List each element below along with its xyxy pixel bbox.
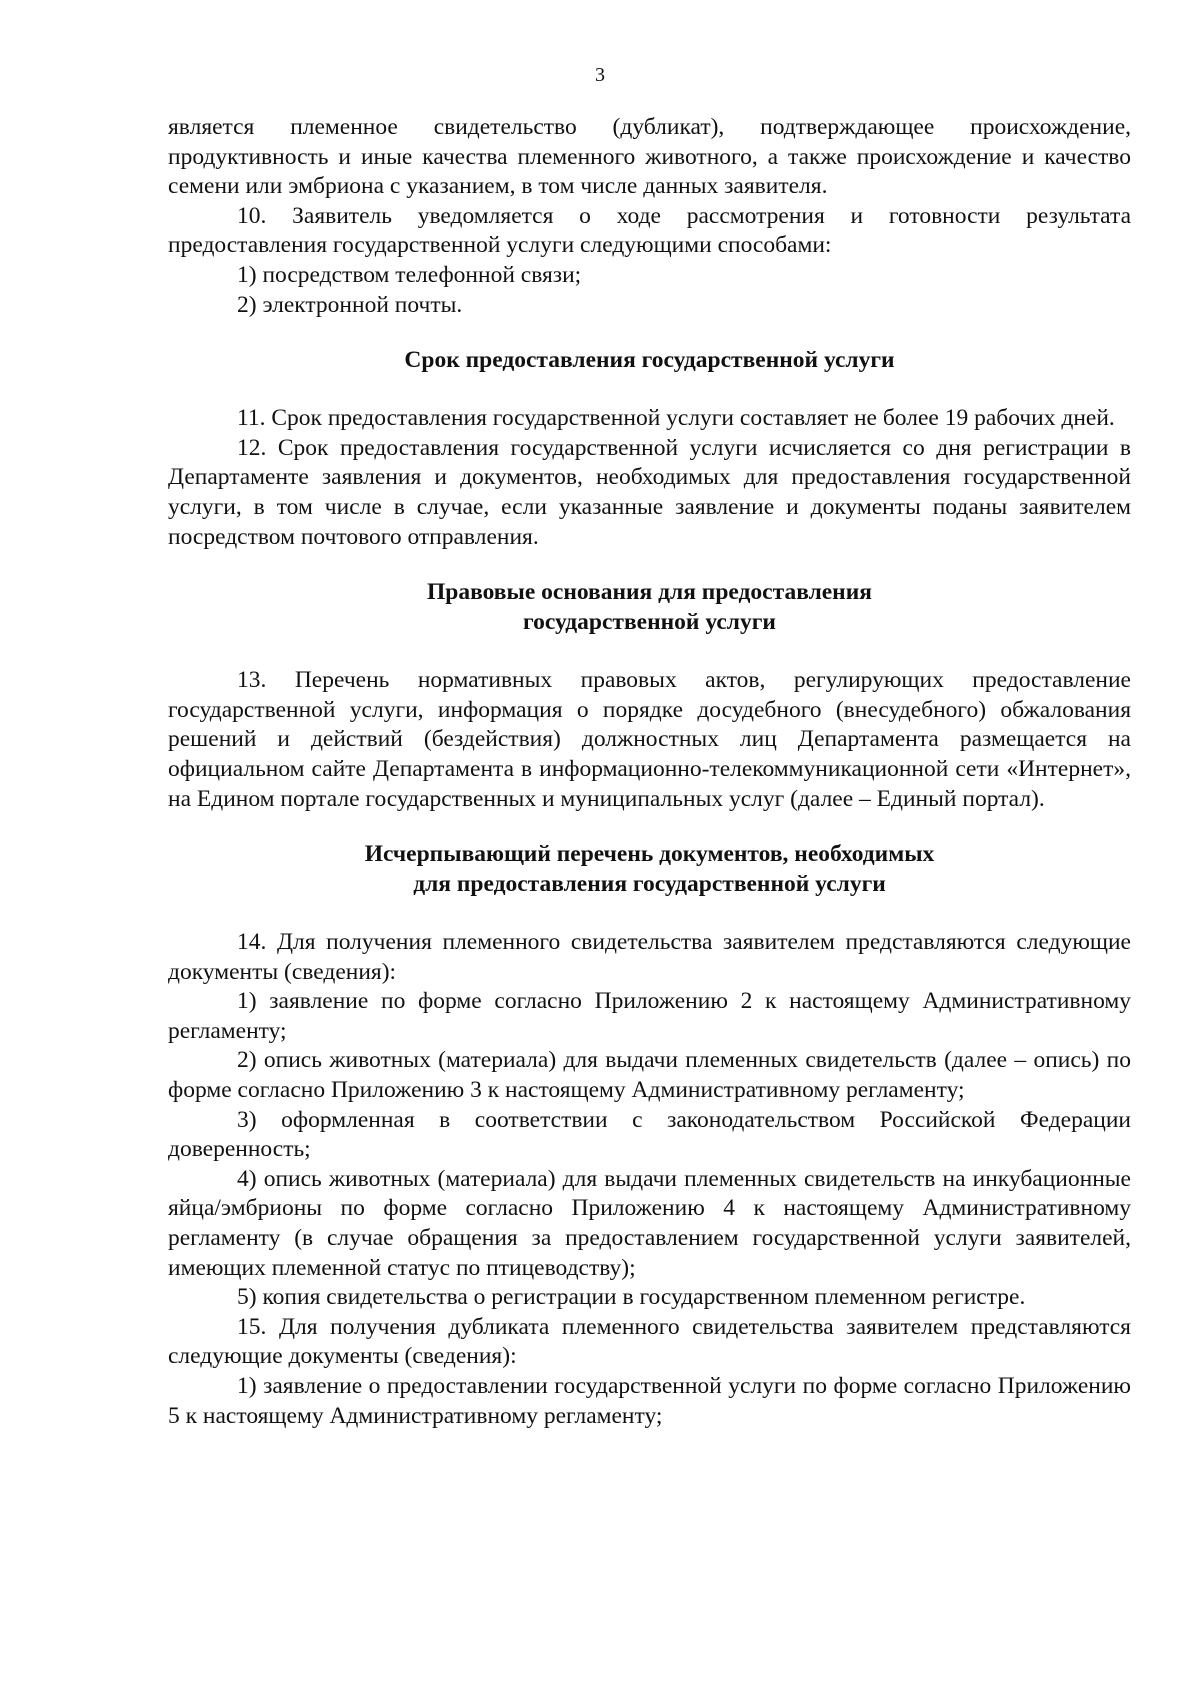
paragraph-11: 11. Срок предоставления государственной услуги составляет не более 19 рабочих дней. [237, 405, 1115, 432]
paragraph-14: 14. Для получения племенного свидетельства заявителем представляются следующие документы (сведения): [168, 929, 1131, 985]
page-number: 3 [595, 64, 605, 86]
paragraph-14-item-4: 4) опись животных (материала) для выдачи племенных свидетельств на инкубационные яйца/эмбрионы по форме согласно Приложению 4 к настоящему Административному регламенту (в случае обращения за предоставлением государственной услуги заявителей, имеющих племенной статус по птицеводству); [168, 1165, 1131, 1281]
paragraph-14-item-5: 5) копия свидетельства о регистрации в государственном племенном регистре. [237, 1284, 1026, 1311]
paragraph-14-item-3: 3) оформленная в соответствии с законодательством Российской Федерации доверенность; [168, 1106, 1131, 1163]
paragraph-15-item-1: 1) заявление о предоставлении государственной услуги по форме согласно Приложению 5 к настоящему Административному регламенту; [168, 1373, 1131, 1429]
paragraph-14-item-1: 1) заявление по форме согласно Приложению 2 к настоящему Административному регламенту; [168, 988, 1131, 1044]
paragraph-intro: является племенное свидетельство (дубликат), подтверждающее происхождение, продуктивность и иные качества племенного животного, а также происхождение и качество семени или эмбриона с указанием, в том числе данных заявителя. [168, 114, 1131, 200]
paragraph-10-item-2: 2) электронной почты. [237, 291, 463, 318]
heading-documents-list: Исчерпывающий перечень документов, необходимых для предоставления государственной услуги [364, 841, 935, 898]
paragraph-10: 10. Заявитель уведомляется о ходе рассмотрения и готовности результата предоставления государственной услуги следующими способами: [168, 202, 1131, 259]
paragraph-15: 15. Для получения дубликата племенного свидетельства заявителем представляются следующие документы (сведения): [168, 1313, 1131, 1370]
heading-term: Срок предоставления государственной услуги [404, 347, 895, 374]
paragraph-10-item-1: 1) посредством телефонной связи; [237, 261, 582, 288]
document-body [168, 113, 1131, 1431]
paragraph-13: 13. Перечень нормативных правовых актов, регулирующих предоставление государственной услуги, информация о порядке досудебного (внесудебного) обжалования решений и действий (бездействия) должностных лиц Департамента размещается на официальном сайте Департамента в информационно-телекоммуникационной сети «Интернет», на Едином портале государственных и муниципальных услуг (далее – Единый портал). [168, 667, 1131, 812]
paragraph-14-item-2: 2) опись животных (материала) для выдачи племенных свидетельств (далее – опись) по форме согласно Приложению 3 к настоящему Административному регламенту; [168, 1047, 1131, 1104]
paragraph-12: 12. Срок предоставления государственной услуги исчисляется со дня регистрации в Департаменте заявления и документов, необходимых для предоставления государственной услуги, в том числе в случае, если указанные заявление и документы поданы заявителем посредством почтового отправления. [168, 434, 1131, 550]
heading-legal-basis: Правовые основания для предоставления государственной услуги [427, 579, 872, 636]
